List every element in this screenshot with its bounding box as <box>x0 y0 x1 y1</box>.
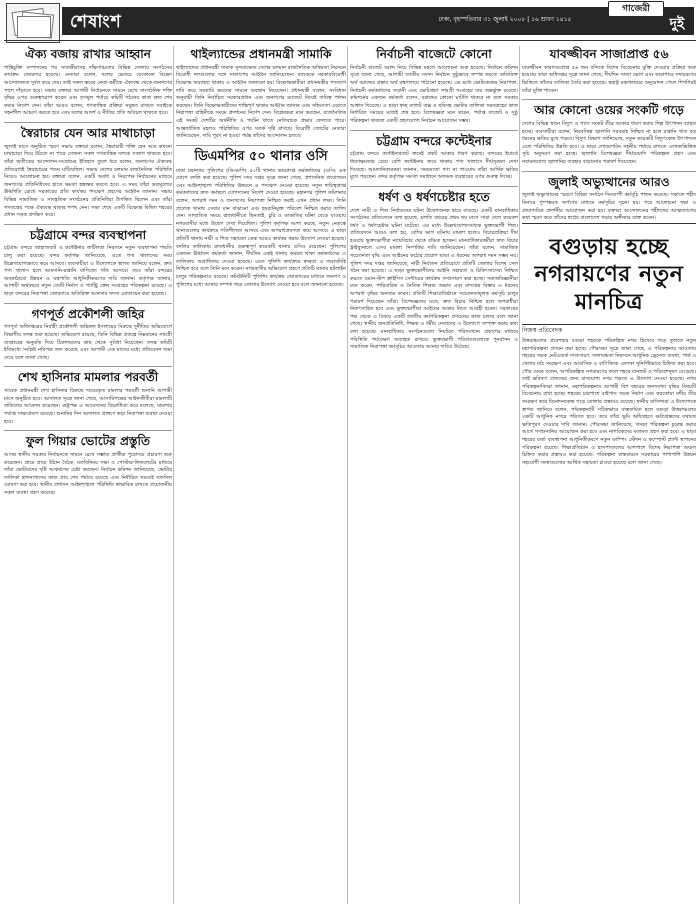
article <box>350 135 518 182</box>
article-headline: ধর্ষণ ও ধর্ষণচেষ্টার হতে <box>378 189 490 204</box>
page-number: দুই <box>669 16 685 32</box>
article <box>4 371 172 426</box>
column-1 <box>4 46 172 908</box>
article <box>176 48 346 141</box>
article-headline: চট্টগ্রাম বন্দরে কন্টেইনার <box>376 133 492 148</box>
article <box>350 191 518 352</box>
article-headline: শেখ হাসিনার মামলার পরবর্তী <box>17 370 159 385</box>
article-body: দেশে নারী ও শিশু নির্যাতনের ঘটনা উদ্বেগজনক হারে বাড়ছে। একটি মানবাধিকার সংগঠনের প্রতিবেদনে বলা হয়েছে, চলতি বছরের প্রথম ছয় মাসে সারা দেশে কয়েকশ ধর্ষণ ও ধর্ষণচেষ্টার ঘটনা ঘটেছে। এর মধ্যে উল্লেখযোগ্যসংখ্যক ভুক্তভোগী শিশু। প্রতিবেদনে আরও বলা হয়, বেশির ভাগ ঘটনায় মামলা হলেও বিচারপ্রক্রিয়া দীর্ঘ হওয়ায় ভুক্তভোগীরা ন্যায়বিচার থেকে বঞ্চিত হচ্ছেন। মানবাধিকারকর্মীরা দ্রুত বিচার ট্রাইব্যুনালে এসব মামলা নিষ্পত্তির দাবি জানিয়েছেন। তাঁরা বলেন, সামাজিক সচেতনতা বৃদ্ধি এবং আইনের কঠোর প্রয়োগ ছাড়া এ ধরনের অপরাধ দমন সম্ভব নয়। পুলিশ সদর দপ্তর জানিয়েছে, নারী নির্যাতন প্রতিরোধে প্রতিটি জেলায় বিশেষ সেল গঠন করা হয়েছে। এ ছাড়া ভুক্তভোগীদের আইনি সহায়তা ও চিকিৎসাসেবা নিশ্চিত করতে ওয়ান-স্টপ ক্রাইসিস সেন্টারের কার্যক্রম সম্প্রসারণ করা হচ্ছে। সমাজবিজ্ঞানীরা মনে করেন, পারিবারিক ও নৈতিক শিক্ষার অভাব এবং মাদকের বিস্তার এ ধরনের অপরাধ বৃদ্ধির অন্যতম কারণ। প্রতিটি শিক্ষাপ্রতিষ্ঠানে সচেতনতামূলক কর্মসূচি চালুর পরামর্শ দিয়েছেন তাঁরা। বিশেষজ্ঞদের মতে, দ্রুত বিচার নিশ্চিত হলে অপরাধীরা নিরুৎসাহিত হবে এবং ভুক্তভোগীরা আইনের আশ্রয় নিতে আগ্রহী হবেন। সরকারের পক্ষ থেকে এ বিষয়ে একটি জাতীয় কর্মপরিকল্পনা প্রণয়নের কাজ চলছে বলে জানা গেছে। স্থানীয় জনপ্রতিনিধি, শিক্ষক ও ধর্মীয় নেতাদের এ উদ্যোগে সম্পৃক্ত করার কথা বলা হয়েছে। মানবাধিকার সংগঠনগুলো নিয়মিত পরিসংখ্যান প্রকাশের মাধ্যমে পরিস্থিতি পর্যবেক্ষণ অব্যাহত রাখবে। ভুক্তভোগী পরিবারগুলোকে পুনর্বাসন ও সামাজিক নিরাপত্তা কর্মসূচির আওতায় আনার দাবিও উঠেছে। <box>350 207 518 351</box>
column-divider <box>519 46 520 904</box>
article <box>4 435 172 497</box>
article-body: যাবজ্জীবন কারাদণ্ডপ্রাপ্ত ৫৬ জন বন্দিকে বিশেষ বিবেচনায় মুক্তি দেওয়ার প্রক্রিয়া শুরু হয়েছে। কারা অধিদপ্তর সূত্রে জানা গেছে, দীর্ঘদিন সাজা ভোগ এবং কারাগারে সদাচরণের ভিত্তিতে তাঁদের তালিকা তৈরি করা হয়েছে। স্বরাষ্ট্র মন্ত্রণালয়ের অনুমোদন পেলে শিগগিরই তাঁরা মুক্তি পাবেন। <box>522 64 696 94</box>
article-body: জুলাই অভ্যুত্থানের স্মরণে বিভিন্ন সংগঠন দিনব্যাপী কর্মসূচি পালন করেছে। সকালে শহীদ মিনারে পুষ্পস্তবক অর্পণের মাধ্যমে কর্মসূচির সূচনা হয়। পরে আলোচনা সভা ও প্রামাণ্যচিত্র প্রদর্শনীর আয়োজন করা হয়। বক্তারা আন্দোলনের শহীদদের আত্মত্যাগের কথা স্মরণ করে তাঁদের স্বপ্নের বাংলাদেশ গড়ার অঙ্গীকার ব্যক্ত করেন। <box>522 192 696 222</box>
article-divider <box>4 366 172 367</box>
newspaper-icon <box>6 3 60 43</box>
column-divider <box>173 46 174 904</box>
article-body: থাইল্যান্ডের প্রধানমন্ত্রী সামাক সুন্দরাভেজ দেশের চলমান রাজনৈতিক অস্থিরতা নিরসনে বিরোধী দলগুলোর সঙ্গে সংলাপের আহ্বান জানিয়েছেন। ব্যাংককে সরকারবিরোধী বিক্ষোভ অব্যাহত থাকায় এ আহ্বান জানানো হয়। বিক্ষোভকারীরা প্রধানমন্ত্রীর পদত্যাগ দাবি করে সরকারি ভবনের সামনে অবস্থান নিয়েছেন। প্রধানমন্ত্রী বলেন, সংবিধান অনুযায়ী তিনি নির্বাচিত সরকারপ্রধান এবং জনগণের ম্যান্ডেট নিয়েই দায়িত্ব পালন করছেন। তিনি বিক্ষোভকারীদের শান্তিপূর্ণ থাকার আহ্বান জানান এবং সহিংসতা এড়াতে নিরাপত্তা বাহিনীকে সংযম প্রদর্শনের নির্দেশ দেন। বিশ্লেষকরা মনে করছেন, রাজনৈতিক এই সংকট দেশটির অর্থনীতি ও পর্যটন খাতে নেতিবাচক প্রভাব ফেলতে পারে। আন্তর্জাতিক মহলও পরিস্থিতির ওপর সতর্ক দৃষ্টি রাখছে। বিরোধী জোটের নেতারা জানিয়েছেন, দাবি পূরণ না হওয়া পর্যন্ত তাঁদের আন্দোলন চলবে। <box>176 64 346 140</box>
article-body: নির্বাচনী বাজেট বরাদ্দ নিয়ে বিভিন্ন মহলে আলোচনা শুরু হয়েছে। নির্বাচন কমিশন সূত্রে জানা গেছে, আগামী জাতীয় সংসদ নির্বাচন সুষ্ঠুভাবে সম্পন্ন করতে অতিরিক্ত অর্থ বরাদ্দের প্রস্তাব অর্থ মন্ত্রণালয়ে পাঠানো হয়েছে। এর মধ্যে ভোটকেন্দ্রের নিরাপত্তা, নির্বাচনী কর্মকর্তাদের সম্মানী এবং ভোটগ্রহণ সামগ্রী সংগ্রহের ব্যয় অন্তর্ভুক্ত রয়েছে। কমিশনের একজন কর্মকর্তা বলেন, বরাদ্দের কোনো ঘাটতি থাকবে না বলে সরকার আশ্বাস দিয়েছে। এ ছাড়া স্বচ্ছ ব্যালট বাক্স ও ছবিসহ ভোটার তালিকা সরবরাহের কাজ নির্ধারিত সময়ের মধ্যেই শেষ হবে। বিশেষজ্ঞরা মনে করেন, পর্যাপ্ত বাজেট ও সুষ্ঠু পরিকল্পনা থাকলে একটি গ্রহণযোগ্য নির্বাচন আয়োজন সম্ভব। <box>350 64 518 124</box>
article-body: উত্তরাঞ্চলের প্রবেশদ্বার বগুড়া শহরকে পরিকল্পিত নগর হিসেবে গড়ে তুলতে নতুন মহাপরিকল্পনা প্রণয়ন করা হচ্ছে। পৌরসভা সূত্রে জানা গেছে, এ পরিকল্পনার আওতায় শহরের সড়ক নেটওয়ার্ক সম্প্রসারণ, জলাবদ্ধতা নিরসনে আধুনিক ড্রেনেজ ব্যবস্থা, পার্ক ও খেলার মাঠ সংরক্ষণ এবং আবাসিক ও বাণিজ্যিক এলাকা সুনির্দিষ্টভাবে চিহ্নিত করা হবে। পৌর মেয়র বলেন, অপরিকল্পিত নগরায়ণের ফলে শহরে যানজট ও পরিবেশদূষণ বেড়েছে। তাই ভবিষ্যৎ প্রজন্মের জন্য বাসযোগ্য নগর গড়তে এ উদ্যোগ নেওয়া হয়েছে। নগর পরিকল্পনাবিদরা জানান, মহাপরিকল্পনায় আগামী বিশ বছরের জনসংখ্যা বৃদ্ধির বিষয়টি বিবেচনায় রাখা হচ্ছে। শহরের চারপাশে বাইপাস সড়ক নির্মাণ এবং করতোয়া নদীর তীর সংরক্ষণ করে বিনোদনকেন্দ্র গড়ে তোলার প্রস্তাবও রয়েছে। স্থানীয় বাসিন্দারা এ উদ্যোগকে স্বাগত জানিয়ে বলেন, পরিকল্পনাটি সঠিকভাবে বাস্তবায়িত হলে বগুড়া উত্তরাঞ্চলের একটি আধুনিক নগরে পরিণত হবে। তবে তাঁরা ভূমি অধিগ্রহণে ক্ষতিগ্রস্তদের যথাযথ ক্ষতিপূরণ দেওয়ার দাবি জানান। পৌরসভা জানিয়েছে, খসড়া পরিকল্পনা চূড়ান্ত করার আগে গণশুনানির আয়োজন করা হবে এবং নাগরিকদের মতামত গ্রহণ করা হবে। এ ছাড়া শহরের বর্জ্য ব্যবস্থাপনা আধুনিকীকরণে নতুন ডাম্পিং স্টেশন ও কম্পোস্ট প্ল্যান্ট স্থাপনের পরিকল্পনা রয়েছে। শিক্ষাপ্রতিষ্ঠান ও হাসপাতালের আশপাশে বিশেষ নিরাপত্তা অঞ্চল চিহ্নিত করার প্রস্তাবও করা হয়েছে। পরিকল্পনা বাস্তবায়নে সরকারের পাশাপাশি উন্নয়ন সহযোগী সংস্থাগুলোর আর্থিক সহায়তা চাওয়া হয়েছে বলে জানা গেছে। <box>522 338 696 466</box>
article-divider <box>350 186 518 187</box>
column-3 <box>350 46 518 908</box>
masthead <box>0 0 700 44</box>
article-body: সাবেক প্রধানমন্ত্রী শেখ হাসিনার বিরুদ্ধে দায়েরকৃত মামলার পরবর্তী শুনানি আগামী মাসে অনুষ্ঠিত হবে। আদালত সূত্রে জানা গেছে, আসামিপক্ষের আইনজীবীরা মামলাটি বাতিলের আবেদন করেছেন। রাষ্ট্রপক্ষ এ আবেদনের বিরোধিতা করে বলেছে, মামলার পর্যাপ্ত সাক্ষ্যপ্রমাণ রয়েছে। শুনানির দিন আদালত প্রাঙ্গণে কড়া নিরাপত্তা ব্যবস্থা নেওয়া হবে। <box>4 388 172 425</box>
article-headline: স্বৈরাচার যেন আর মাথাচাড়া <box>20 125 156 140</box>
article <box>350 48 518 126</box>
article <box>176 150 346 289</box>
article-body: আসন্ন স্থানীয় সরকার নির্বাচনকে সামনে রেখে সম্ভাব্য প্রার্থীরা পুরোদমে প্রচারণা শুরু করেছেন। গ্রামে গ্রামে উঠান বৈঠক, মতবিনিময় সভা ও পোস্টার-লিফলেটের মাধ্যমে তাঁরা ভোটারদের দৃষ্টি আকর্ষণের চেষ্টা করছেন। নির্বাচন কমিশন জানিয়েছে, ভোটার তালিকা হালনাগাদের কাজ প্রায় শেষ পর্যায়ে রয়েছে এবং নির্ধারিত সময়েই তফসিল ঘোষণা করা হবে। স্থানীয় প্রশাসন আইনশৃঙ্খলা পরিস্থিতি স্বাভাবিক রাখতে প্রয়োজনীয় সকল ব্যবস্থা গ্রহণ করেছে। <box>4 451 172 496</box>
column-divider <box>347 46 348 904</box>
date-line: ঢাকা, বৃহস্পতিবার ৩১ জুলাই ২০০৮ | ১৬ শ্রাবণ ১৪১৫ <box>438 16 572 23</box>
article-headline: চট্টগ্রামে বন্দর ব্যবস্থাপনা <box>29 227 147 242</box>
article-headline: থাইল্যান্ডের প্রধানমন্ত্রী সামাকি <box>190 47 332 61</box>
article-divider <box>4 303 172 304</box>
article-body: দেশের বিভিন্ন স্থানে বিদ্যুৎ ও গ্যাস সংকট তীব্র আকার ধারণ করায় শিল্প উৎপাদন ব্যাহত হচ্ছে। ব্যবসায়ীরা বলেন, নিরবচ্ছিন্ন জ্বালানি সরবরাহ নিশ্চিত না হলে রপ্তানি খাত বড় ধরনের ক্ষতির মুখে পড়বে। বিদ্যুৎ বিভাগ জানিয়েছে, নতুন কয়েকটি বিদ্যুৎকেন্দ্র উৎপাদনে এলে পরিস্থিতির উন্নতি হবে। এ ছাড়া লোডশেডিং সহনীয় পর্যায়ে রাখতে এলাকাভিত্তিক সূচি অনুসরণ করা হচ্ছে। জ্বালানি বিশেষজ্ঞরা দীর্ঘমেয়াদি পরিকল্পনা গ্রহণ এবং নবায়নযোগ্য জ্বালানির ব্যবহার বাড়ানোর পরামর্শ দিয়েছেন। <box>522 120 696 165</box>
article-headline: গণপূর্ত প্রকৌশলী জহির <box>31 306 145 321</box>
article-divider <box>522 171 696 172</box>
column-2 <box>176 46 346 908</box>
article-divider <box>4 430 172 431</box>
article-body: গণপূর্ত অধিদপ্তরের নির্বাহী প্রকৌশলী জহিরুল ইসলামের বিরুদ্ধে দুর্নীতির অভিযোগে বিভাগীয় তদন্ত শুরু হয়েছে। অভিযোগ রয়েছে, তিনি বিভিন্ন প্রকল্পে নিম্নমানের সামগ্রী ব্যবহারের অনুমতি দিয়ে ঠিকাদারদের কাছ থেকে সুবিধা নিয়েছেন। তদন্ত কমিটি ইতিমধ্যে সংশ্লিষ্ট নথিপত্র জব্দ করেছে এবং আগামী এক মাসের মধ্যে প্রতিবেদন জমা দেবে বলে জানা গেছে। <box>4 324 172 361</box>
article-headline: ডিএমপির ৫০ থানার ওসি <box>194 148 328 164</box>
article-body: চট্টগ্রাম বন্দরে জাহাজজট ও কন্টেইনার জটিলতা নিরসনে নতুন ব্যবস্থাপনা পদ্ধতি চালু করা হয়েছে। বন্দর কর্তৃপক্ষ জানিয়েছে, এতে পণ্য খালাসের সময় উল্লেখযোগ্যভাবে কমে আসবে। ব্যবসায়ীরা এ উদ্যোগকে স্বাগত জানিয়ে বলেন, দ্রুত পণ্য খালাস হলে আমদানি-রপ্তানি বাণিজ্যে গতি আসবে। তবে তাঁরা বন্দরের অবকাঠামো উন্নয়ন ও যন্ত্রপাতি আধুনিকীকরণের দাবি জানান। কর্তৃপক্ষ জানায়, আগামী অর্থবছরে নতুন জেটি নির্মাণ ও গ্যান্ট্রি ক্রেন সংগ্রহের পরিকল্পনা রয়েছে। এ ছাড়া বন্দরের নিরাপত্তা জোরদারে অতিরিক্ত আনসার সদস্য মোতায়েন করা হয়েছে। <box>4 245 172 298</box>
brand-name: গাজেরী <box>608 1 664 17</box>
article-divider <box>4 224 172 225</box>
article-body: জুলাই মাসে অনুষ্ঠিত স্মরণ সভায় বক্তারা বলেন, স্বৈরাচারী শক্তি যেন আর কখনো মাথাচাড়া দিয়ে উঠতে না পারে সেজন্য সকল গণতান্ত্রিক দলকে সজাগ থাকতে হবে। তাঁরা অতীতের আন্দোলন-সংগ্রামের ইতিহাস তুলে ধরে বলেন, জনগণের ঐক্যবদ্ধ প্রতিরোধই স্বৈরাচারের পতন ঘটিয়েছিল। সভায় দেশের চলমান রাজনৈতিক পরিস্থিতি নিয়েও আলোচনা হয়। বক্তারা বলেন, একটি অবাধ ও নিরপেক্ষ নির্বাচনের মাধ্যমে জনগণের প্রতিনিধিদের হাতে ক্ষমতা হস্তান্তর করতে হবে। এ সময় তাঁরা দ্রব্যমূল্যের ঊর্ধ্বগতি রোধে সরকারের প্রতি কার্যকর পদক্ষেপ গ্রহণের আহ্বান জানান। সভায় বিভিন্ন সামাজিক ও সাংস্কৃতিক সংগঠনের প্রতিনিধিরা উপস্থিত ছিলেন এবং তাঁরা গণতন্ত্রের পক্ষে ঐক্যবদ্ধ থাকার শপথ নেন। সভা শেষে একটি বিক্ষোভ মিছিল শহরের প্রধান সড়ক প্রদক্ষিণ করে। <box>4 143 172 219</box>
article <box>4 127 172 220</box>
article-headline: যাবজ্জীবন সাজাপ্রাপ্ত ৫৬ <box>549 47 669 61</box>
lead-story <box>522 223 696 326</box>
article-divider <box>176 145 346 146</box>
byline: নিজস্ব প্রতিবেদক <box>522 327 563 335</box>
column-4 <box>522 46 696 908</box>
article <box>4 229 172 299</box>
article-divider <box>522 99 696 100</box>
article <box>522 48 696 95</box>
article <box>522 176 696 223</box>
article-headline: ফুল গিয়ার ভোটের প্রস্তুতি <box>26 434 150 449</box>
lead-headline: বগুড়ায় হচ্ছে নগরায়ণের নতুন মানচিত্র <box>534 233 684 315</box>
article-body: শান্তিচুক্তি সম্পাদনের পর সাতক্ষীরাসহ দক্ষিণাঞ্চলের বিভিন্ন জেলায় সংগঠনের কার্যক্রম জোরদার হয়েছে। নেতারা বলেন, দলের ভেতরে যেকোনো বিভেদ আন্দোলনকে দুর্বল করে দেয়। তাই সকল স্তরের নেতা-কর্মীকে ঐক্যবদ্ধ থেকে জনগণের পাশে দাঁড়াতে হবে। সভায় বক্তারা আগামী নির্বাচনকে সামনে রেখে সাংগঠনিক শক্তি বৃদ্ধির ওপর গুরুত্বারোপ করেন এবং তৃণমূল পর্যায়ে কমিটি গঠনের কাজ দ্রুত শেষ করার নির্দেশ দেন। তাঁরা আরও বলেন, গণতান্ত্রিক প্রক্রিয়া সমুন্নত রাখতে সবাইকে সহনশীল আচরণ করতে হবে এবং দলের আদর্শ ও নীতির প্রতি অবিচল থাকতে হবে। <box>4 64 172 117</box>
article-headline: জুলাই অভ্যুত্থানের আরও <box>548 174 670 189</box>
article-headline: ঐক্য বজায় রাখার আহ্বান <box>25 47 151 61</box>
article-body: ঢাকা মহানগর পুলিশের (ডিএমপি) ৫০টি থানার ভারপ্রাপ্ত কর্মকর্তাদের (ওসি) এক যোগে বদলি করা হয়েছে। পুলিশ সদর দপ্তর সূত্রে জানা গেছে, প্রশাসনিক প্রয়োজনে এবং আইনশৃঙ্খলা পরিস্থিতির উন্নয়নে এ পদক্ষেপ নেওয়া হয়েছে। নতুন দায়িত্বপ্রাপ্ত কর্মকর্তাদের দ্রুত কর্মস্থলে যোগদানের নির্দেশ দেওয়া হয়েছে। মহানগর পুলিশ কমিশনার বলেন, অপরাধ দমন ও জনগণের নিরাপত্তা নিশ্চিত করাই এখন প্রধান লক্ষ্য। তিনি প্রত্যেক থানায় সেবার মান বাড়ানো এবং হয়রানিমুক্ত পরিবেশ নিশ্চিত করার তাগিদ দেন। সাম্প্রতিক সময়ে রাজধানীতে ছিনতাই, চুরি ও ডাকাতির ঘটনা বেড়ে যাওয়ায় নগরবাসীর মধ্যে উদ্বেগ দেখা দিয়েছিল। পুলিশ কর্তৃপক্ষ আশা করছে, নতুন নেতৃত্বে থানাগুলোর কার্যক্রমে গতিশীলতা আসবে এবং অপরাধপ্রবণতা কমে আসবে। এ ছাড়া প্রতিটি থানায় নারী ও শিশু সহায়তা ডেস্ক আরও কার্যকর করার উদ্যোগ নেওয়া হয়েছে। বদলির তালিকায় রাজধানীর গুরুত্বপূর্ণ কয়েকটি থানার ওসিও রয়েছেন। পুলিশের একজন ঊর্ধ্বতন কর্মকর্তা জানান, দীর্ঘদিন একই থানায় কর্মরত থাকা কর্মকর্তাদের এ তালিকায় অগ্রাধিকার দেওয়া হয়েছে। এতে পুলিশি কার্যক্রমে স্বচ্ছতা ও জবাবদিহি নিশ্চিত হবে বলে তিনি মনে করেন। নগরবাসীর অভিযোগ গ্রহণে প্রতিটি থানায় হটলাইন চালুর পরিকল্পনাও রয়েছে। কমিউনিটি পুলিশিং কার্যক্রম জোরদারের মাধ্যমে জনগণ ও পুলিশের মধ্যে আস্থার সম্পর্ক গড়ে তোলার উদ্যোগ নেওয়া হবে বলে জানানো হয়েছে। <box>176 167 346 288</box>
section-title: শেষাংশ <box>70 12 122 32</box>
masthead-rule <box>4 40 696 41</box>
article-divider <box>4 122 172 123</box>
article-headline: নির্বাচনী বাজেটে কোনো <box>376 47 492 61</box>
article-headline: আর কোনো ওয়ের সংকটি গড়ে <box>534 103 684 118</box>
article <box>4 48 172 118</box>
article <box>522 104 696 166</box>
article-body: চট্টগ্রাম বন্দরে কন্টেইনারজট ক্রমেই প্রকট আকার ধারণ করছে। বন্দরের ইয়ার্ডে ধারণক্ষমতার চেয়ে বেশি কন্টেইনার জমে থাকায় পণ্য খালাসে দীর্ঘসূত্রতা দেখা দিয়েছে। আমদানিকারকরা জানান, সময়মতো পণ্য না পাওয়ায় তাঁরা আর্থিক ক্ষতির মুখে পড়ছেন। বন্দর কর্তৃপক্ষ সমস্যা সমাধানে অফডক ব্যবহারের ওপর গুরুত্ব দিচ্ছে। <box>350 151 518 181</box>
article-divider <box>350 130 518 131</box>
article <box>4 308 172 363</box>
